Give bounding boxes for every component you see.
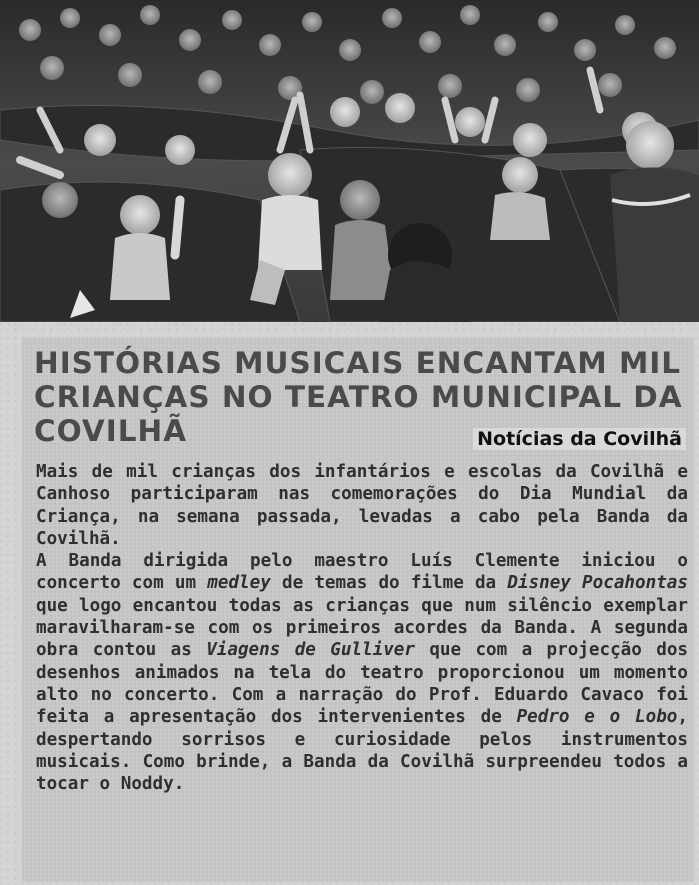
headline: HISTÓRIAS MUSICAIS ENCANTAM MIL CRIANÇAS NO TEATRO MUNICIPAL DA COVILHÃ	[34, 346, 683, 448]
emphasis-medley: medley	[207, 573, 271, 594]
paragraph-2-text: de temas do filme da	[270, 573, 508, 594]
emphasis-viagens-de-gulliver: Viagens de Gulliver	[206, 640, 415, 661]
paragraph-2-text: que com a projecção dos desenhos animados na tela do teatro proporcionou um momento alto no concerto. Com a narração do Prof. Eduardo Cavaco foi feita a apresentação dos intervenientes de	[36, 640, 688, 728]
paragraph-2-text: que logo encantou todas as crianças que num silêncio exemplar maravilharam-se com os primeiros acordes da Banda. A segunda obra contou as	[36, 595, 688, 661]
emphasis-pedro-e-o-lobo: Pedro e o Lobo	[516, 707, 678, 728]
paragraph-2	[36, 550, 688, 795]
paragraph-1: Mais de mil crianças dos infantários e escolas da Covilhã e Canhoso participaram nas comemorações do Dia Mundial da Criança, na semana passada, levadas a cabo pela Banda da Covilhã.	[36, 462, 688, 549]
audience-photo-icon	[0, 0, 699, 322]
article-body	[36, 461, 688, 795]
source-label: Notícias da Covilhã	[473, 428, 686, 450]
audience-photo	[0, 0, 699, 322]
paragraph-2-text: , despertando sorrisos e curiosidade pelos instrumentos musicais. Como brinde, a Banda da Covilhã surpreendeu todos a tocar o Noddy.	[36, 707, 688, 795]
paragraph-2-text: A Banda dirigida pelo maestro Luís Clemente iniciou o concerto com um	[36, 551, 688, 594]
article	[22, 338, 694, 882]
emphasis-disney-pocahontas: Disney Pocahontas	[507, 573, 688, 594]
